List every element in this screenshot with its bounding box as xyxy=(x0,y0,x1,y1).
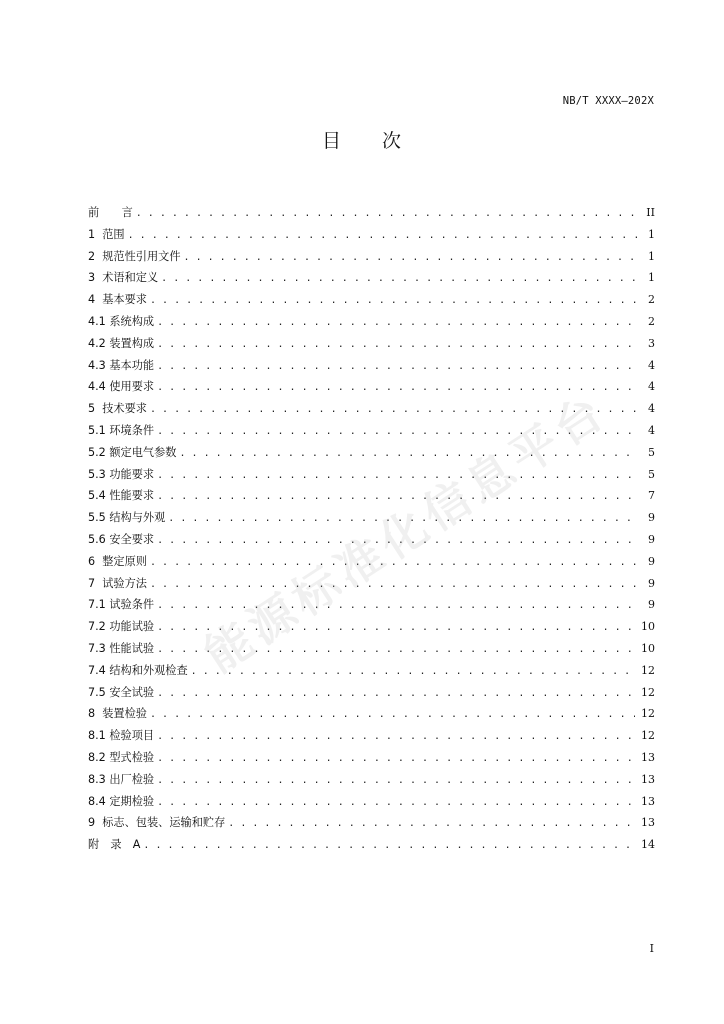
toc-entry[interactable] xyxy=(88,682,655,704)
toc-entry-label: 4.3 基本功能 xyxy=(88,358,155,372)
toc-entry-label: 5.3 功能要求 xyxy=(88,467,155,481)
toc-entry-page: 10 xyxy=(641,641,655,655)
toc-entry-page: 4 xyxy=(648,402,655,416)
toc-entry[interactable] xyxy=(88,616,655,638)
toc-leader-dots xyxy=(150,399,637,421)
toc-entry[interactable] xyxy=(88,246,655,268)
toc-entry-page: 12 xyxy=(641,685,655,699)
toc-entry-page: 9 xyxy=(648,554,655,568)
toc-leader-dots xyxy=(157,486,637,508)
toc-entry[interactable] xyxy=(88,769,655,791)
toc-entry-label: 7 试验方法 xyxy=(88,576,147,590)
toc-entry-label: 4 基本要求 xyxy=(88,293,147,307)
toc-leader-dots xyxy=(157,334,637,356)
toc-entry-label: 8.1 检验项目 xyxy=(88,729,155,743)
toc-entry-label: 1 范围 xyxy=(88,227,125,241)
toc-entry[interactable] xyxy=(88,202,655,224)
toc-entry-page: 12 xyxy=(641,729,655,743)
toc-leader-dots xyxy=(157,617,635,639)
toc-entry-page: 14 xyxy=(641,838,655,852)
toc-entry-page: 12 xyxy=(641,663,655,677)
toc-entry-page: 4 xyxy=(648,423,655,437)
toc-entry-page: 4 xyxy=(648,358,655,372)
toc-entry-page: 7 xyxy=(648,489,655,503)
title-char-2: 次 xyxy=(382,130,403,152)
toc-leader-dots xyxy=(150,290,637,312)
toc-entry[interactable] xyxy=(88,420,655,442)
toc-leader-dots xyxy=(157,748,635,770)
toc-entry-page: 2 xyxy=(648,293,655,307)
toc-entry-page: 10 xyxy=(641,620,655,634)
toc-entry[interactable] xyxy=(88,267,655,289)
page-title xyxy=(0,126,724,153)
toc-entry[interactable] xyxy=(88,224,655,246)
toc-entry[interactable] xyxy=(88,812,655,834)
toc-entry[interactable] xyxy=(88,638,655,660)
toc-entry[interactable] xyxy=(88,725,655,747)
toc-leader-dots xyxy=(157,465,637,487)
toc-entry-label: 7.5 安全试验 xyxy=(88,685,155,699)
toc-entry-label: 4.1 系统构成 xyxy=(88,314,155,328)
toc-leader-dots xyxy=(161,268,637,290)
toc-leader-dots xyxy=(150,552,637,574)
toc-leader-dots xyxy=(157,726,635,748)
toc-entry-page: 13 xyxy=(641,750,655,764)
toc-entry[interactable] xyxy=(88,703,655,725)
toc-entry-page: 9 xyxy=(648,511,655,525)
toc-entry[interactable] xyxy=(88,573,655,595)
toc-leader-dots xyxy=(228,813,635,835)
toc-leader-dots xyxy=(150,704,635,726)
toc-entry[interactable] xyxy=(88,289,655,311)
toc-entry-page: 1 xyxy=(648,271,655,285)
watermark: 能源标准化信息平台 xyxy=(194,382,617,683)
page-number: I xyxy=(649,942,654,955)
toc-entry-label: 4.2 装置构成 xyxy=(88,336,155,350)
toc-entry[interactable] xyxy=(88,507,655,529)
toc-leader-dots xyxy=(157,377,637,399)
toc-entry-label: 5 技术要求 xyxy=(88,402,147,416)
toc-entry-page: 9 xyxy=(648,532,655,546)
toc-entry-page: 13 xyxy=(641,816,655,830)
toc-entry[interactable] xyxy=(88,747,655,769)
toc-entry[interactable] xyxy=(88,376,655,398)
toc-entry[interactable] xyxy=(88,791,655,813)
toc-leader-dots xyxy=(143,835,635,857)
toc-leader-dots xyxy=(157,639,635,661)
standard-code: NB/T XXXX—202X xyxy=(562,95,654,107)
toc-entry-label: 前 言 xyxy=(88,206,133,219)
toc-leader-dots xyxy=(157,770,635,792)
toc-entry-page: 4 xyxy=(648,380,655,394)
toc-leader-dots xyxy=(157,792,635,814)
toc-entry-label: 5.6 安全要求 xyxy=(88,532,155,546)
toc-entry-label: 8.2 型式检验 xyxy=(88,750,155,764)
toc-entry[interactable] xyxy=(88,485,655,507)
toc-entry-label: 9 标志、包装、运输和贮存 xyxy=(88,816,226,830)
toc-entry-label: 5.1 环境条件 xyxy=(88,423,155,437)
toc-entry-page: 13 xyxy=(641,772,655,786)
toc-entry-page: 13 xyxy=(641,794,655,808)
toc-entry[interactable] xyxy=(88,464,655,486)
toc-leader-dots xyxy=(157,421,637,443)
toc-leader-dots xyxy=(128,225,637,247)
toc-entry-label: 7.1 试验条件 xyxy=(88,598,155,612)
toc-entry-page: 12 xyxy=(641,707,655,721)
toc-leader-dots xyxy=(157,530,637,552)
toc-leader-dots xyxy=(157,312,637,334)
toc-leader-dots xyxy=(168,508,637,530)
toc-entry-page: 1 xyxy=(648,249,655,263)
toc-leader-dots xyxy=(157,683,635,705)
toc-leader-dots xyxy=(179,443,637,465)
toc-entry-label: 附 录 A xyxy=(88,838,141,852)
toc-entry[interactable] xyxy=(88,529,655,551)
toc-entry-label: 3 术语和定义 xyxy=(88,271,159,285)
toc-entry-label: 2 规范性引用文件 xyxy=(88,249,181,263)
toc-entry-page: 3 xyxy=(648,336,655,350)
toc-entry-label: 7.2 功能试验 xyxy=(88,620,155,634)
toc-leader-dots xyxy=(184,247,637,269)
toc-entry[interactable] xyxy=(88,660,655,682)
toc-entry-page: II xyxy=(646,206,655,219)
toc-entry[interactable] xyxy=(88,834,655,856)
toc-entry[interactable] xyxy=(88,398,655,420)
toc-entry-page: 9 xyxy=(648,598,655,612)
toc-entry-page: 5 xyxy=(648,467,655,481)
toc-leader-dots xyxy=(157,595,637,617)
toc-leader-dots xyxy=(191,661,635,683)
toc-entry-page: 9 xyxy=(648,576,655,590)
toc-entry-label: 7.4 结构和外观检查 xyxy=(88,663,188,677)
title-char-1: 目 xyxy=(321,130,342,152)
toc-leader-dots xyxy=(150,574,637,596)
toc-entry-label: 5.2 额定电气参数 xyxy=(88,445,177,459)
toc-entry[interactable] xyxy=(88,551,655,573)
toc-entry[interactable] xyxy=(88,442,655,464)
toc-entry-label: 6 整定原则 xyxy=(88,554,147,568)
toc-entry-label: 8 装置检验 xyxy=(88,707,147,721)
toc-entry-label: 5.4 性能要求 xyxy=(88,489,155,503)
toc-entry[interactable] xyxy=(88,333,655,355)
toc-entry-page: 5 xyxy=(648,445,655,459)
table-of-contents xyxy=(88,202,655,856)
toc-leader-dots xyxy=(136,203,637,225)
toc-entry-label: 8.3 出厂检验 xyxy=(88,772,155,786)
toc-entry[interactable] xyxy=(88,311,655,333)
toc-entry-label: 5.5 结构与外观 xyxy=(88,511,166,525)
toc-entry-label: 8.4 定期检验 xyxy=(88,794,155,808)
toc-entry[interactable] xyxy=(88,355,655,377)
toc-entry-label: 4.4 使用要求 xyxy=(88,380,155,394)
toc-entry-label: 7.3 性能试验 xyxy=(88,641,155,655)
toc-leader-dots xyxy=(157,356,637,378)
toc-entry-page: 2 xyxy=(648,314,655,328)
toc-entry[interactable] xyxy=(88,594,655,616)
toc-entry-page: 1 xyxy=(648,227,655,241)
